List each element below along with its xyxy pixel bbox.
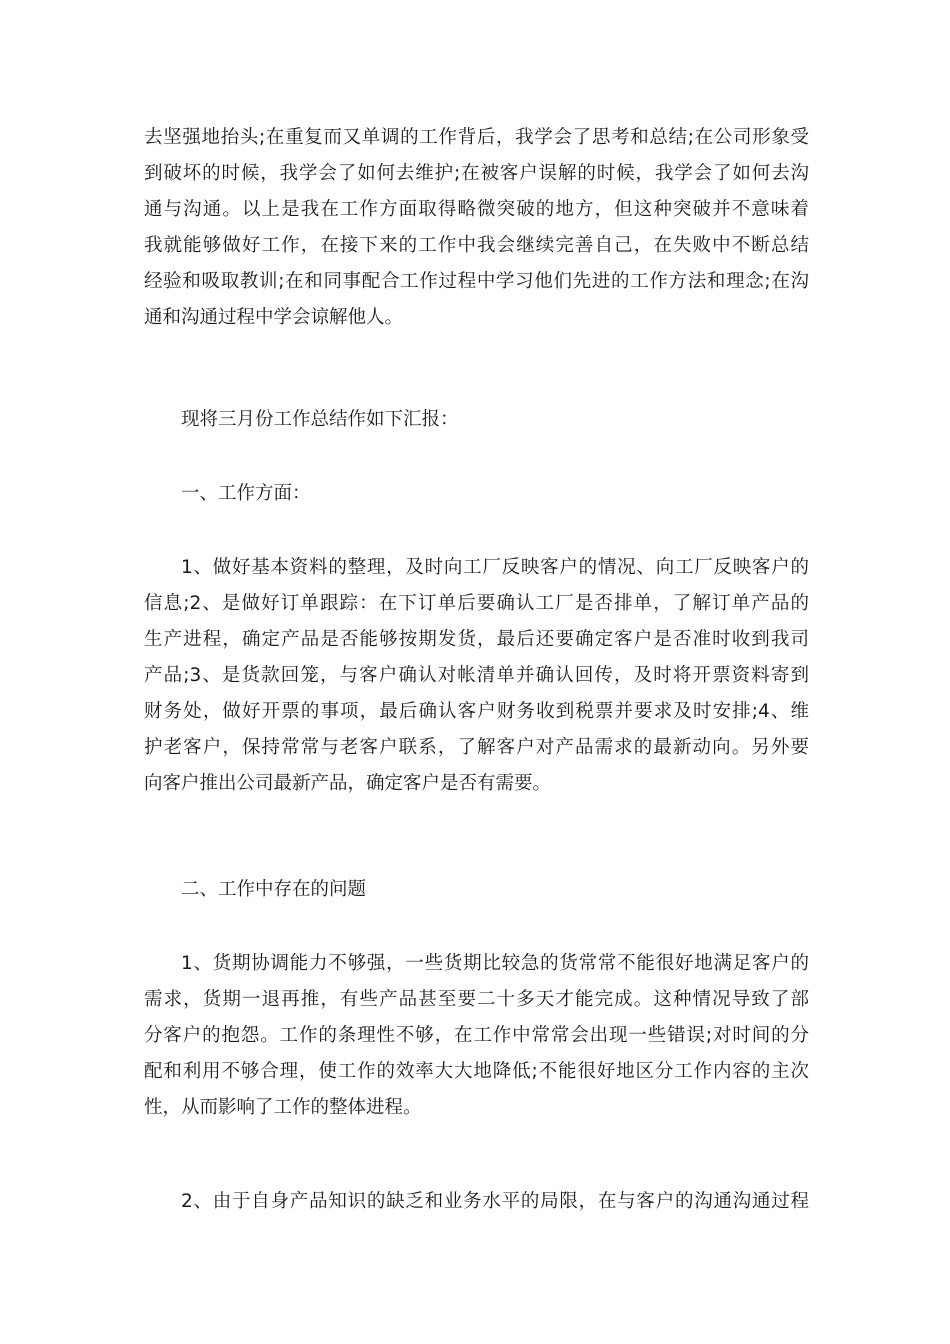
text-line: 经验和吸取教训;在和同事配合工作过程中学习他们先进的工作方法和理念;在沟 [144, 271, 809, 292]
text-line: 信息;2、是做好订单跟踪：在下订单后要确认工厂是否排单，了解订单产品的 [144, 593, 809, 614]
paragraph-work-items [144, 550, 809, 802]
section-heading-problems: 二、工作中存在的问题 [181, 879, 367, 900]
paragraph-reflection [144, 120, 809, 336]
text-line: 通和沟通过程中学会谅解他人。 [144, 307, 404, 328]
paragraph-problem-2 [144, 1184, 809, 1220]
text-line: 到破坏的时候，我学会了如何去维护;在被客户误解的时候，我学会了如何去沟 [144, 163, 809, 184]
text-line: 生产进程，确定产品是否能够按期发货，最后还要确定客户是否准时收到我司 [144, 629, 809, 650]
text-line: 1、货期协调能力不够强，一些货期比较急的货常常不能很好地满足客户的 [181, 953, 809, 974]
text-line: 我就能够做好工作，在接下来的工作中我会继续完善自己，在失败中不断总结 [144, 235, 809, 256]
text-line: 去坚强地抬头;在重复而又单调的工作背后，我学会了思考和总结;在公司形象受 [144, 127, 809, 148]
section-heading-work: 一、工作方面： [181, 483, 311, 504]
text-line: 财务处，做好开票的事项，最后确认客户财务收到税票并要求及时安排;4、维 [144, 701, 809, 722]
text-line: 1、做好基本资料的整理，及时向工厂反映客户的情况、向工厂反映客户的 [181, 557, 809, 578]
text-line: 向客户推出公司最新产品，确定客户是否有需要。 [144, 773, 552, 794]
paragraph-problem-1 [144, 946, 809, 1126]
text-line: 护老客户，保持常常与老客户联系，了解客户对产品需求的最新动向。另外要 [144, 737, 809, 758]
text-line: 配和利用不够合理，使工作的效率大大地降低;不能很好地区分工作内容的主次 [144, 1061, 809, 1082]
text-line: 2、由于自身产品知识的缺乏和业务水平的局限，在与客户的沟通沟通过程 [181, 1191, 809, 1212]
report-intro: 现将三月份工作总结作如下汇报： [181, 409, 459, 430]
text-line: 性，从而影响了工作的整体进程。 [144, 1097, 422, 1118]
text-line: 产品;3、是货款回笼，与客户确认对帐清单并确认回传，及时将开票资料寄到 [144, 665, 809, 686]
text-line: 分客户的抱怨。工作的条理性不够，在工作中常常会出现一些错误;对时间的分 [144, 1025, 809, 1046]
text-line: 需求，货期一退再推，有些产品甚至要二十多天才能完成。这种情况导致了部 [144, 989, 809, 1010]
text-line: 通与沟通。以上是我在工作方面取得略微突破的地方，但这种突破并不意味着 [144, 199, 809, 220]
